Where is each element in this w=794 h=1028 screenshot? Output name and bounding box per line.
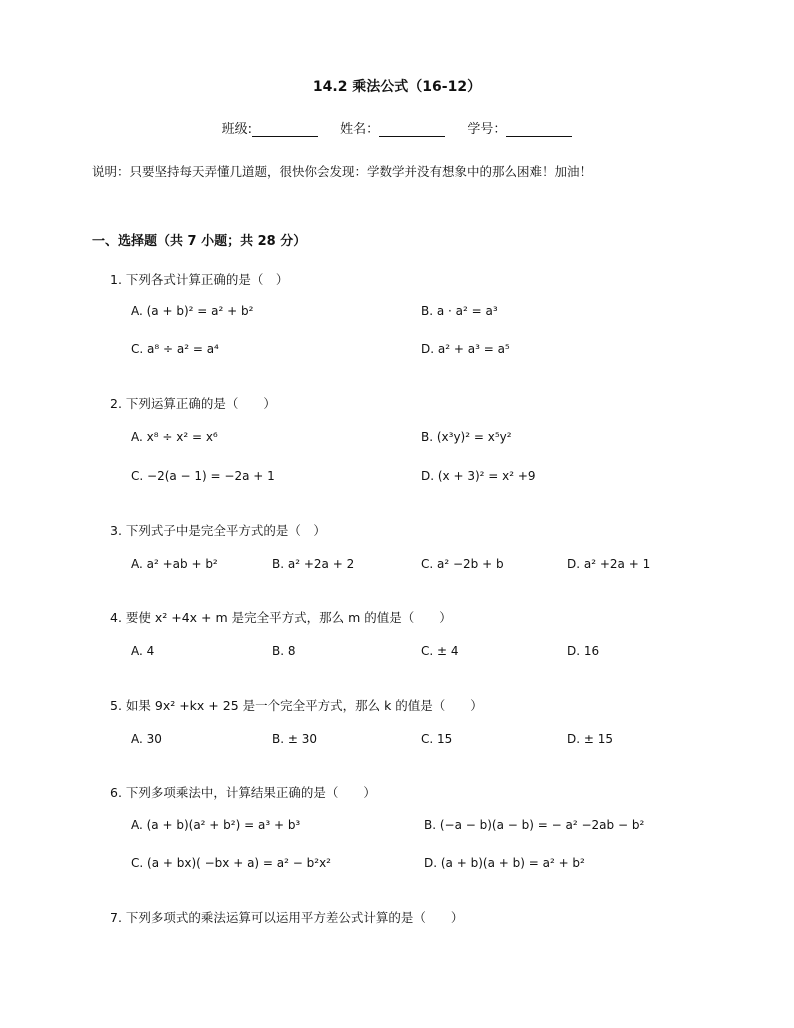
- q2-option-a: A. x⁸ ÷ x² = x⁶: [131, 430, 218, 444]
- q3-option-c: C. a² −2b + b: [421, 557, 504, 571]
- question-7-stem: 7. 下列多项式的乘法运算可以运用平方差公式计算的是（ ）: [110, 910, 464, 925]
- student-info-row: [0, 118, 794, 137]
- question-1-stem: 1. 下列各式计算正确的是（ ）: [110, 272, 289, 287]
- number-label: 学号：: [467, 122, 507, 137]
- q4-option-b: B. 8: [272, 644, 296, 658]
- q3-option-a: A. a² +ab + b²: [131, 557, 218, 571]
- question-4-stem: 4. 要使 x² +4x + m 是完全平方式，那么 m 的值是（ ）: [110, 610, 452, 625]
- q3-option-b: B. a² +2a + 2: [272, 557, 355, 571]
- question-2-stem: 2. 下列运算正确的是（ ）: [110, 396, 276, 411]
- class-blank[interactable]: [252, 122, 318, 137]
- section-heading: 一、选择题（共 7 小题；共 28 分）: [92, 234, 307, 249]
- q5-option-a: A. 30: [131, 732, 162, 746]
- q6-option-d: D. (a + b)(a + b) = a² + b²: [424, 856, 585, 870]
- name-label: 姓名：: [340, 122, 380, 137]
- q1-option-d: D. a² + a³ = a⁵: [421, 342, 510, 356]
- q6-option-b: B. (−a − b)(a − b) = − a² −2ab − b²: [424, 818, 645, 832]
- q5-option-c: C. 15: [421, 732, 453, 746]
- q2-option-b: B. (x³y)² = x⁵y²: [421, 430, 512, 444]
- page-title: 14.2 乘法公式（16-12）: [312, 79, 482, 95]
- q4-option-a: A. 4: [131, 644, 155, 658]
- q2-option-d: D. (x + 3)² = x² +9: [421, 469, 536, 483]
- question-5-stem: 5. 如果 9x² +kx + 25 是一个完全平方式，那么 k 的值是（ ）: [110, 698, 483, 713]
- q4-option-d: D. 16: [567, 644, 600, 658]
- q3-option-d: D. a² +2a + 1: [567, 557, 651, 571]
- instruction-note: 说明：只要坚持每天弄懂几道题，很快你会发现：学数学并没有想象中的那么困难！加油！: [92, 164, 593, 179]
- q6-option-c: C. (a + bx)( −bx + a) = a² − b²x²: [131, 856, 331, 870]
- q1-option-c: C. a⁸ ÷ a² = a⁴: [131, 342, 219, 356]
- question-3-stem: 3. 下列式子中是完全平方式的是（ ）: [110, 523, 326, 538]
- class-label: 班级:: [221, 122, 253, 137]
- question-6-stem: 6. 下列多项乘法中，计算结果正确的是（ ）: [110, 785, 376, 800]
- number-blank[interactable]: [506, 122, 572, 137]
- q5-option-d: D. ± 15: [567, 732, 614, 746]
- q2-option-c: C. −2(a − 1) = −2a + 1: [131, 469, 275, 483]
- q1-option-a: A. (a + b)² = a² + b²: [131, 304, 254, 318]
- q1-option-b: B. a · a² = a³: [421, 304, 498, 318]
- q4-option-c: C. ± 4: [421, 644, 459, 658]
- q5-option-b: B. ± 30: [272, 732, 317, 746]
- name-blank[interactable]: [379, 122, 445, 137]
- q6-option-a: A. (a + b)(a² + b²) = a³ + b³: [131, 818, 301, 832]
